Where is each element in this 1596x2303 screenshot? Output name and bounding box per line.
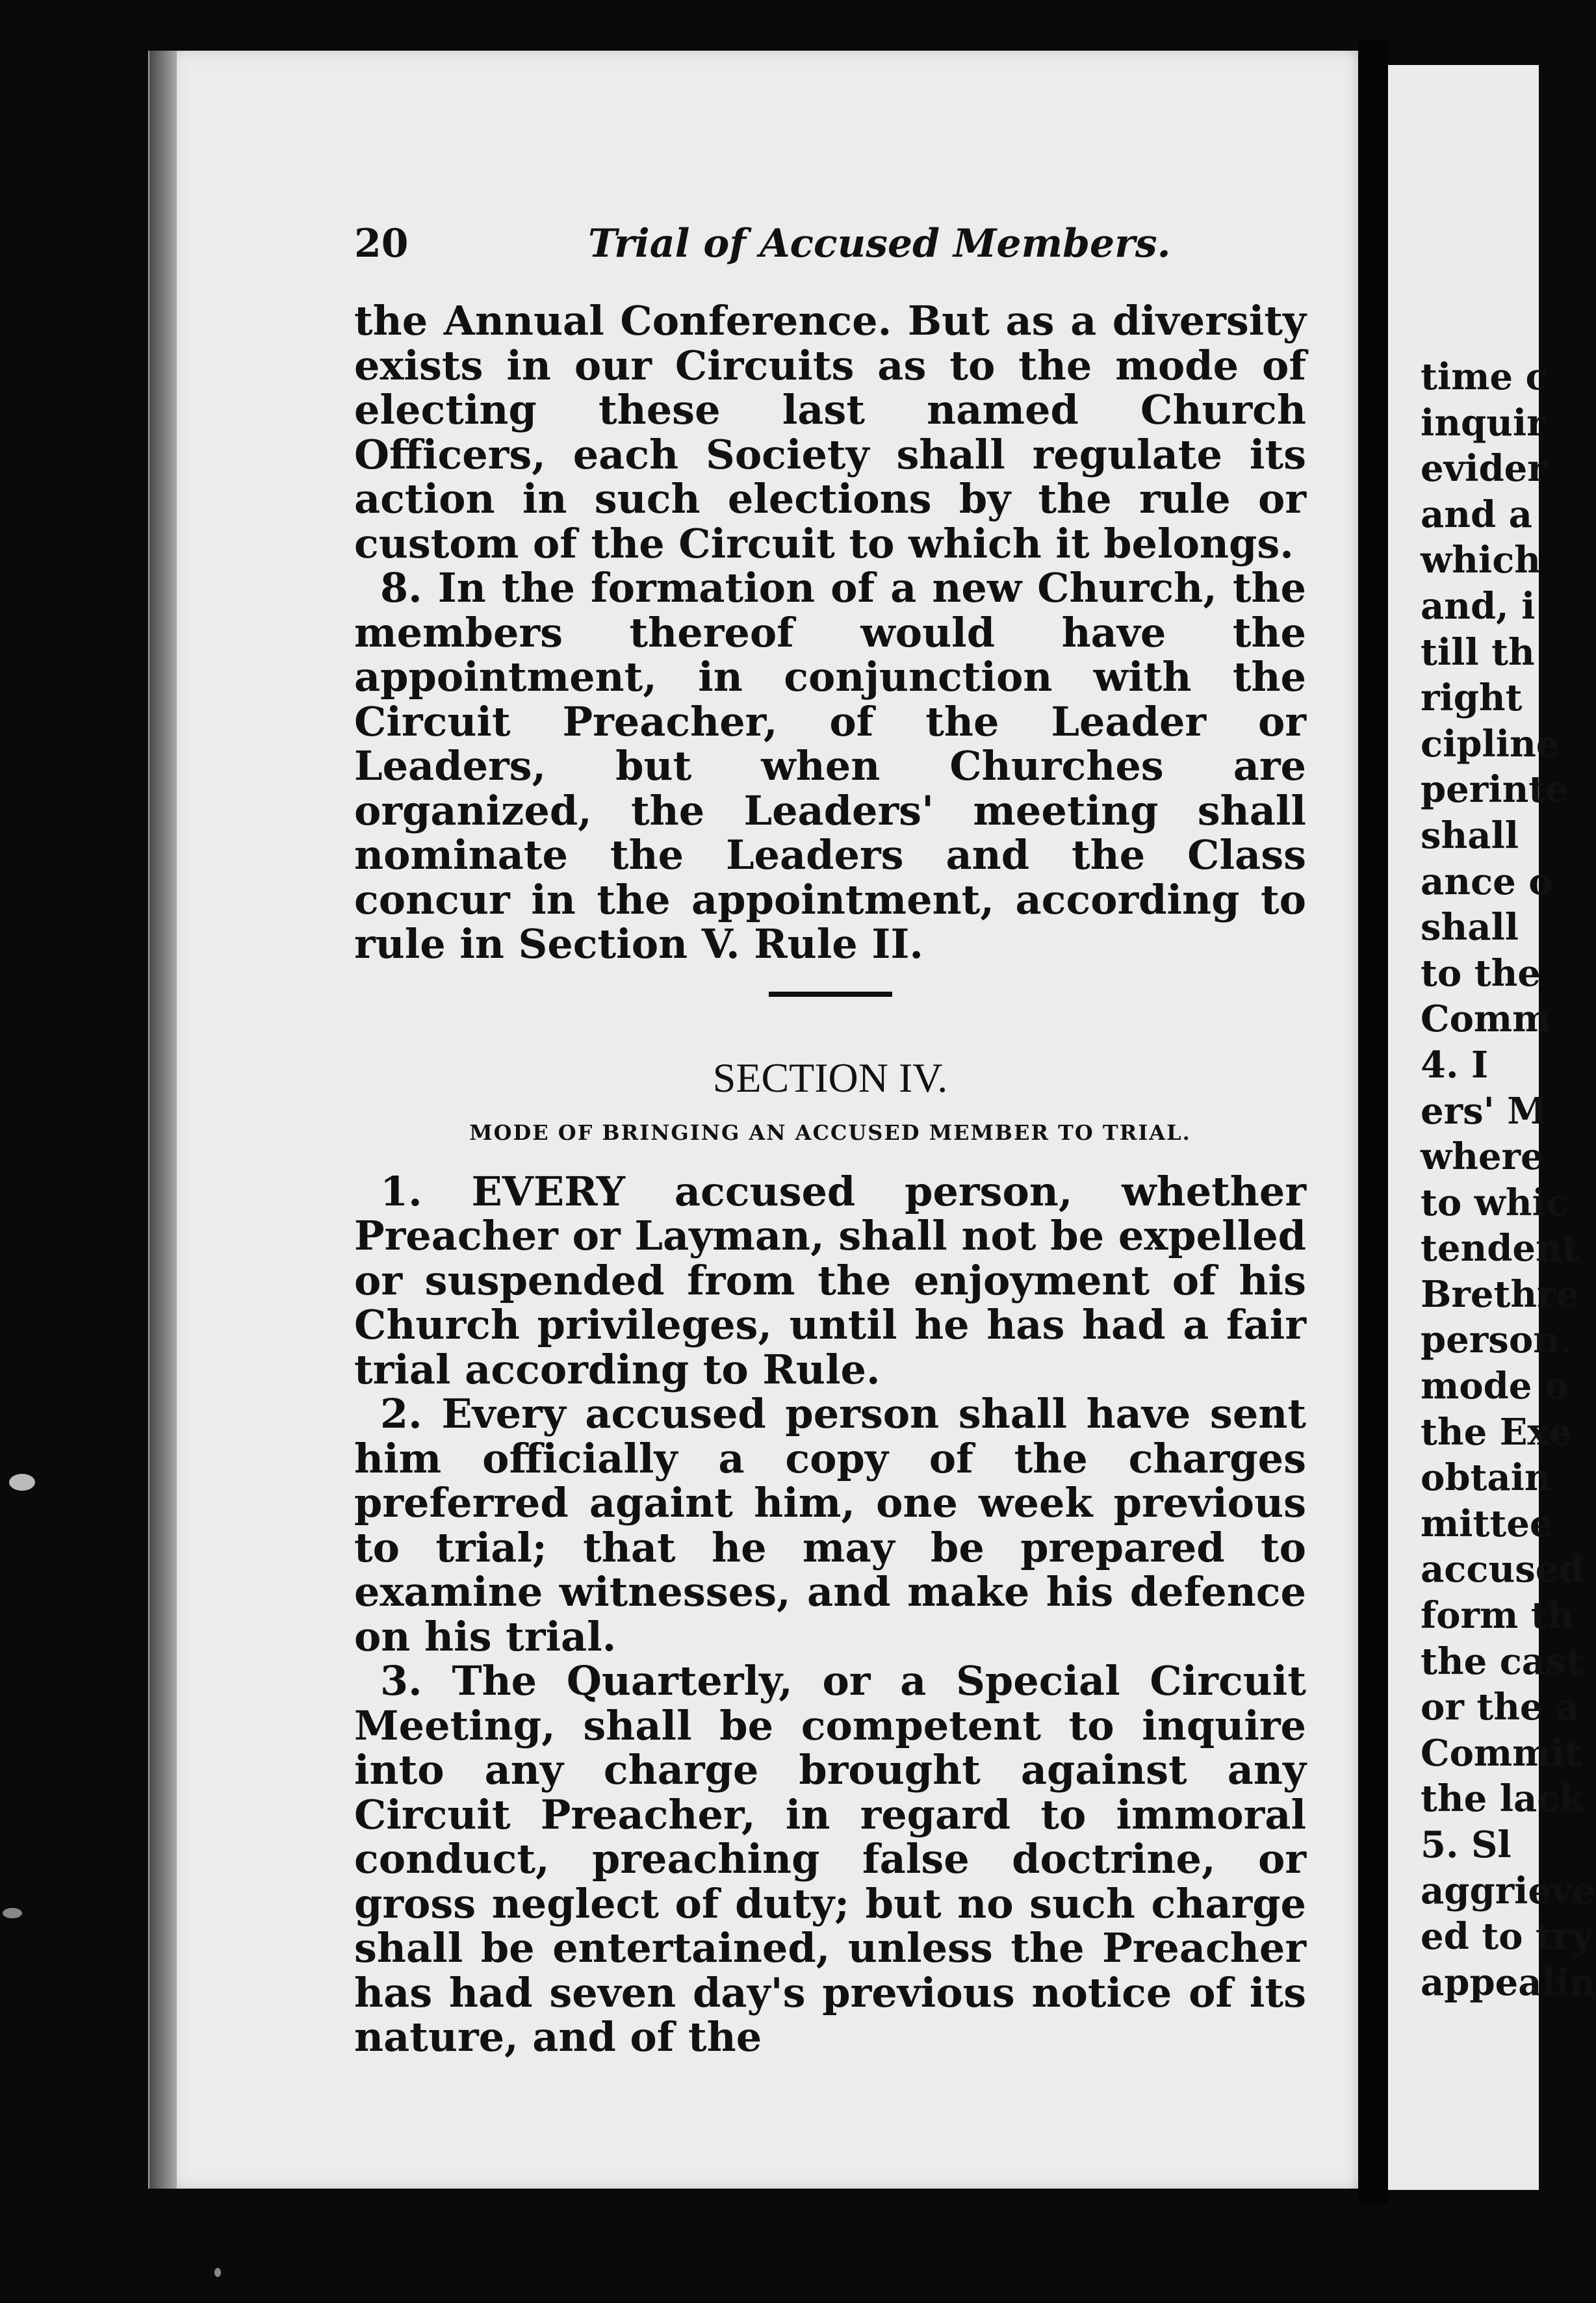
facing-line: time c	[1421, 355, 1548, 398]
page-edge-shadow	[149, 51, 177, 2189]
facing-line: where	[1421, 1135, 1544, 1179]
facing-line: evider	[1421, 447, 1547, 491]
facing-line: to whic	[1421, 1181, 1569, 1224]
facing-line: the lack	[1421, 1777, 1585, 1821]
section-divider	[769, 992, 892, 997]
book-gutter	[1358, 39, 1388, 2203]
facing-line: ed to try	[1421, 1915, 1593, 1959]
facing-line: Brethre	[1421, 1272, 1580, 1316]
facing-line: and, i	[1421, 584, 1536, 628]
facing-line: shall	[1421, 906, 1519, 949]
facing-line: the cast	[1421, 1640, 1583, 1683]
running-head: Trial of Accused Members.	[588, 221, 1171, 266]
facing-line: ance o	[1421, 860, 1553, 903]
rule-2: 2. Every accused person shall have sent him officially a copy of the charges preferred againt him, one week previous to trial; that he may be prepared to examine witnesses, and make his defence on his trial.	[354, 1390, 1306, 1660]
facing-line: Comm	[1421, 997, 1551, 1041]
facing-line: person.	[1421, 1319, 1573, 1362]
paragraph-8: 8. In the formation of a new Church, the members thereof would have the appointment, in conjunction with the Circuit Preacher, of the Leader or Leaders, but when Churches are organized, the Leaders' meeting shall nominate the Leaders and the Class concur in the appointment, according to rule in Section V. Rule II.	[354, 564, 1306, 968]
paragraph-continued: the Annual Conference. But as a diversity exists in our Circuits as to the mode of electing these last named Church Officers, each Society shall regulate its action in such elections by the rule or custom of the Circuit to which it belongs.	[354, 297, 1306, 567]
facing-line: till th	[1421, 630, 1535, 674]
facing-line: tendent	[1421, 1227, 1579, 1270]
scan-speck	[3, 1908, 22, 1918]
section-title: SECTION IV.	[712, 1054, 948, 1101]
facing-line: which	[1421, 539, 1541, 582]
facing-line: right	[1421, 676, 1523, 720]
facing-line: 4. I	[1421, 1043, 1489, 1087]
page-text	[354, 221, 1306, 2060]
facing-line: shall	[1421, 814, 1519, 857]
facing-line: aggrieve	[1421, 1869, 1596, 1912]
facing-line: mode o	[1421, 1365, 1569, 1408]
facing-line: and a	[1421, 493, 1532, 536]
facing-line: mittee	[1421, 1502, 1553, 1545]
facing-line: Commit	[1421, 1731, 1582, 1775]
rule-1: 1. EVERY accused person, whether Preacher or Layman, shall not be expelled or suspended from the enjoyment of his Church privileges, until he has had a fair trial according to Rule.	[354, 1167, 1306, 1393]
facing-line: to the	[1421, 951, 1541, 995]
facing-line: cipline	[1421, 722, 1560, 766]
rule-3: 3. The Quarterly, or a Special Circuit Meeting, shall be competent to inquire into any charge brought against any Circuit Preacher, in regard to immoral conduct, preaching false doctrine, or gross neglect of duty; but no such charge shall be entertained, unless the Preacher has had seven day's previous notice of its nature, and of the	[354, 1657, 1306, 2061]
facing-page-text	[1421, 354, 1596, 2005]
facing-line: perinte	[1421, 768, 1569, 812]
scan-speck	[214, 2268, 221, 2277]
facing-line: the Exe	[1421, 1410, 1573, 1454]
facing-line: or the a	[1421, 1686, 1580, 1729]
facing-line: form th	[1421, 1594, 1575, 1638]
section-subtitle: MODE OF BRINGING AN ACCUSED MEMBER TO TRIAL.	[469, 1120, 1191, 1145]
page-number: 20	[354, 221, 409, 266]
page-header	[354, 221, 1306, 299]
facing-line: obtain	[1421, 1456, 1551, 1500]
facing-line: accused	[1421, 1548, 1584, 1591]
facing-line: appealin	[1421, 1961, 1596, 2004]
facing-line: ers' M	[1421, 1089, 1548, 1133]
facing-line: inquir	[1421, 401, 1546, 444]
facing-line: 5. Sl	[1421, 1823, 1512, 1866]
scan-speck	[9, 1474, 35, 1491]
